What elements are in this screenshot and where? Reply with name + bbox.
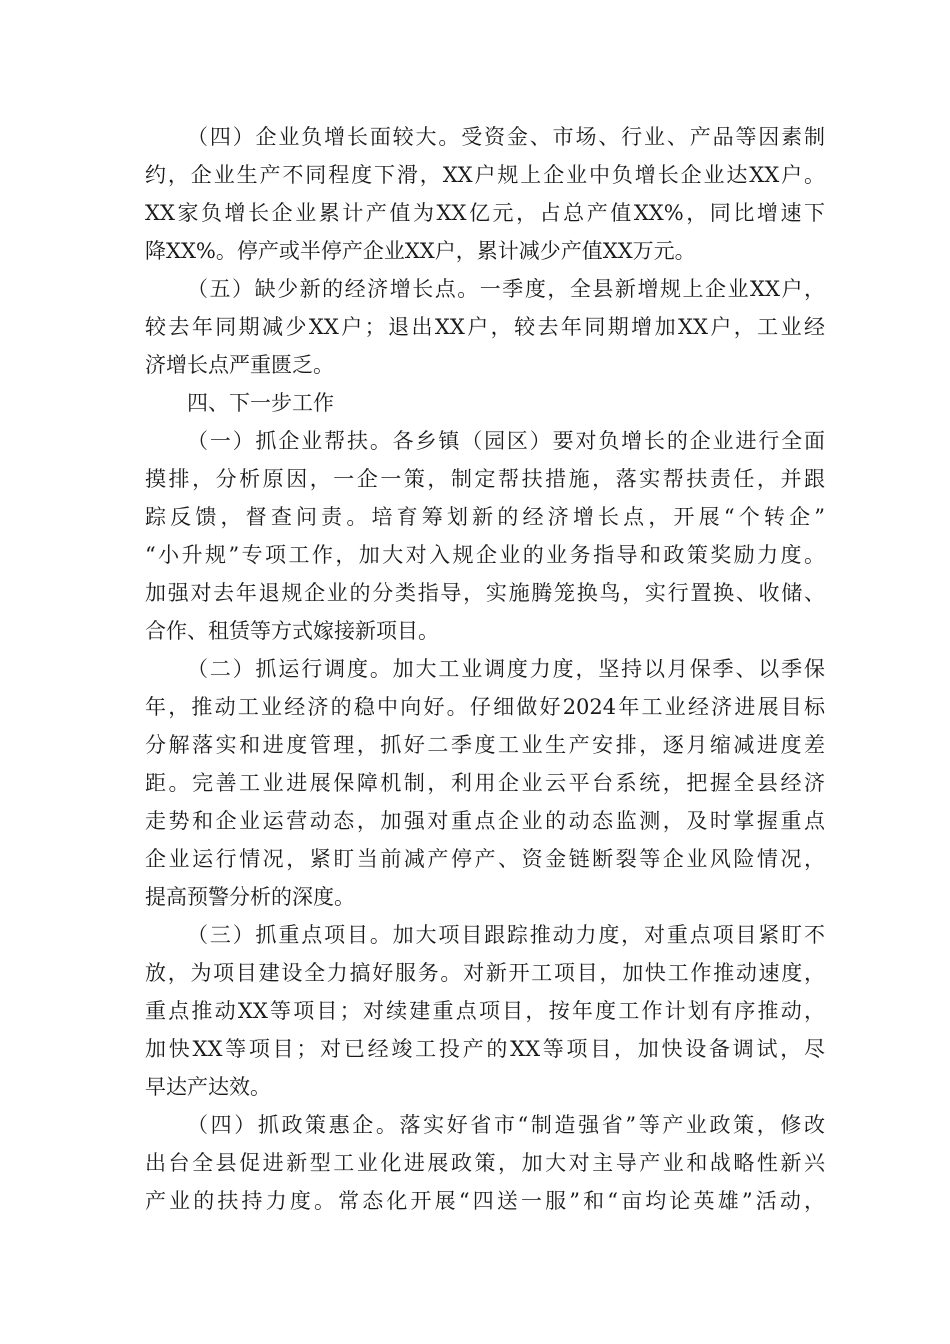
section-heading: 四、下一步工作 xyxy=(187,391,334,415)
text-line: 较去年同期减少XX户；退出XX户，较去年同期增加XX户，工业经 xyxy=(145,315,825,339)
text-line: 提高预警分析的深度。 xyxy=(145,885,355,909)
text-line: 企业运行情况，紧盯当前减产停产、资金链断裂等企业风险情况， xyxy=(145,847,825,871)
text-line: 加强对去年退规企业的分类指导，实施腾笼换鸟，实行置换、收储、 xyxy=(145,581,825,605)
text-line: 降XX%。停产或半停产企业XX户，累计减少产值XX万元。 xyxy=(145,239,696,263)
text-line: XX家负增长企业累计产值为XX亿元，占总产值XX%，同比增速下 xyxy=(145,201,825,225)
text-line: 约，企业生产不同程度下滑，XX户规上企业中负增长企业达XX户。 xyxy=(145,163,825,187)
text-line: 产业的扶持力度。常态化开展“四送一服”和“亩均论英雄”活动， xyxy=(145,1189,825,1213)
text-line: 年，推动工业经济的稳中向好。仔细做好2024年工业经济进展目标 xyxy=(145,695,825,719)
text-line: 早达产达效。 xyxy=(145,1075,271,1099)
text-line: 合作、租赁等方式嫁接新项目。 xyxy=(145,619,439,643)
text-line: 分解落实和进度管理，抓好二季度工业生产安排，逐月缩减进度差 xyxy=(145,733,825,757)
text-line: 放，为项目建设全力搞好服务。对新开工项目，加快工作推动速度， xyxy=(145,961,825,985)
text-line: 距。完善工业进展保障机制，利用企业云平台系统，把握全县经济 xyxy=(145,771,825,795)
text-line: 走势和企业运营动态，加强对重点企业的动态监测，及时掌握重点 xyxy=(145,809,825,833)
text-line: （一）抓企业帮扶。各乡镇（园区）要对负增长的企业进行全面 xyxy=(187,429,825,453)
text-line: 济增长点严重匮乏。 xyxy=(145,353,334,377)
text-line: 摸排，分析原因，一企一策，制定帮扶措施，落实帮扶责任，并跟 xyxy=(145,467,825,491)
text-line: （四）企业负增长面较大。受资金、市场、行业、产品等因素制 xyxy=(187,125,825,149)
text-line: 重点推动XX等项目；对续建重点项目，按年度工作计划有序推动， xyxy=(145,999,825,1023)
text-line: （四）抓政策惠企。落实好省市“制造强省”等产业政策，修改 xyxy=(187,1113,825,1137)
text-line: 踪反馈，督查问责。培育筹划新的经济增长点，开展“个转企” xyxy=(145,505,825,529)
text-line: “小升规”专项工作，加大对入规企业的业务指导和政策奖励力度。 xyxy=(145,543,825,567)
text-line: （五）缺少新的经济增长点。一季度，全县新增规上企业XX户， xyxy=(187,277,825,301)
text-line: 出台全县促进新型工业化进展政策，加大对主导产业和战略性新兴 xyxy=(145,1151,825,1175)
text-line: （二）抓运行调度。加大工业调度力度，坚持以月保季、以季保 xyxy=(187,657,825,681)
text-line: 加快XX等项目；对已经竣工投产的XX等项目，加快设备调试，尽 xyxy=(145,1037,825,1061)
text-line: （三）抓重点项目。加大项目跟踪推动力度，对重点项目紧盯不 xyxy=(187,923,825,947)
